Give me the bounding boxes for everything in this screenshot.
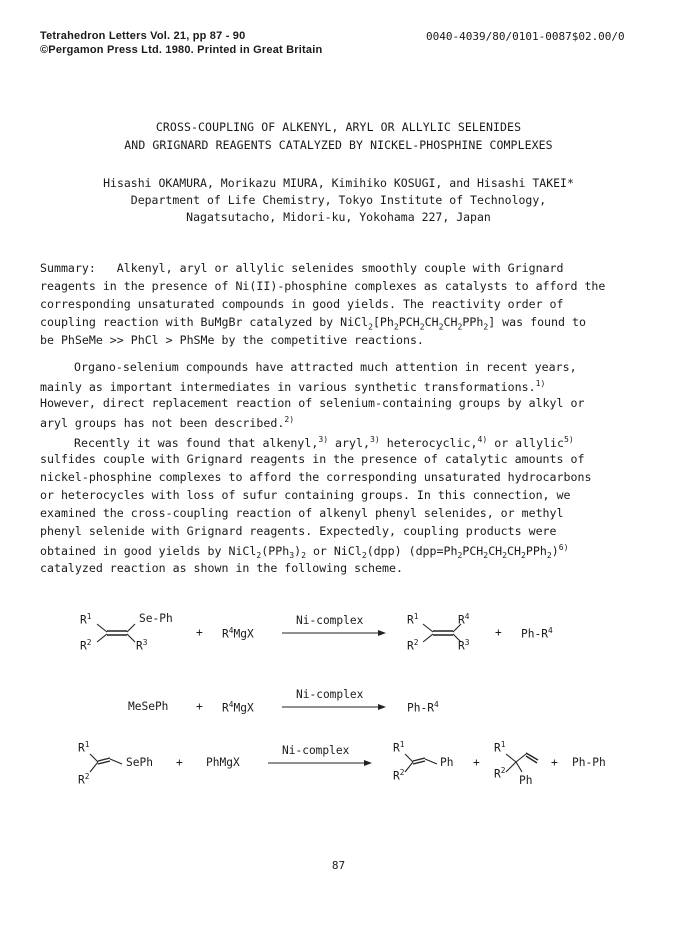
product-r4-label: $R^4$ <box>458 612 470 627</box>
alkene-bond-2 <box>421 618 461 648</box>
para2-line-6: phenyl selenide with Grignard reagents. Expectedly, coupling products were <box>40 524 557 538</box>
affiliation-line-1: Department of Life Chemistry, Tokyo Institute of Technology, <box>130 193 547 207</box>
journal-citation: Tetrahedron Letters Vol. 21, pp 87 - 90 <box>40 30 246 42</box>
para2-line-8: catalyzed reaction as shown in the following scheme. <box>40 561 403 575</box>
phmgx-label: PhMgX <box>206 756 240 769</box>
plus-sign: + <box>176 756 183 769</box>
product-r2-label: $R^2$ <box>407 638 419 653</box>
catalyst-label: Ni-complex <box>296 688 364 701</box>
para1-line-4: aryl groups has not been described.$^{2)}$ <box>40 414 295 430</box>
alkene-bond-1 <box>95 618 135 648</box>
plus-sign: + <box>196 626 203 639</box>
allyl-chain-1 <box>88 750 128 776</box>
para2-line-2: sulfides couple with Grignard reagents in the presence of catalytic amounts of <box>40 452 585 466</box>
prod-a-ph-label: Ph <box>440 756 454 769</box>
para2-line-3: nickel-phosphine complexes to afford the corresponding unsaturated hydrocarbons <box>40 470 592 484</box>
plus-sign: + <box>196 700 203 713</box>
product-r3-label: $R^3$ <box>458 638 470 653</box>
reaction-arrow-3 <box>268 758 372 768</box>
para2-line-4: or heterocycles with loss of sufur containing groups. In this connection, we <box>40 488 571 502</box>
se-ph-label: Se-Ph <box>139 612 173 625</box>
prod-b-r1-label: $R^1$ <box>494 740 506 755</box>
para1-line-1: Organo-selenium compounds have attracted much attention in recent years, <box>74 360 577 374</box>
branched-alkene <box>504 746 546 774</box>
page-number: 87 <box>331 859 346 872</box>
reaction-arrow-2 <box>282 702 386 712</box>
title-line-1: CROSS-COUPLING OF ALKENYL, ARYL OR ALLYLIC SELENIDES <box>155 120 522 134</box>
catalyst-label: Ni-complex <box>296 614 364 627</box>
grignard-r4: $R^4MgX$ <box>222 626 254 641</box>
ph-r4-product: $Ph-R^4$ <box>407 700 439 715</box>
prod-b-r2-label: $R^2$ <box>494 766 506 781</box>
para2-line-1: Recently it was found that alkenyl,$^{3)}$ aryl,$^{3)}$ heterocyclic,$^{4)}$ or allylic$^{5)}$ <box>74 434 574 450</box>
r2-label: $R^2$ <box>80 638 92 653</box>
plus-sign: + <box>473 756 480 769</box>
affiliation-line-2: Nagatsutacho, Midori-ku, Yokohama 227, Japan <box>186 210 491 224</box>
reaction-arrow-1 <box>282 628 386 638</box>
prod-b-ph-label: Ph <box>519 774 533 787</box>
para2-line-7: obtained in good yields by $NiCl_2(PPh_3)_2$ or NiCl$_2$(dpp) $(dpp=Ph_2PCH_2CH_2CH_2PPh_2)^{6)}$ <box>40 542 569 561</box>
seph-label: SePh <box>126 756 153 769</box>
article-code: 0040-4039/80/0101-0087$02.00/0 <box>426 30 625 43</box>
summary-line-5: be PhSeMe >> PhCl > PhSMe by the competitive reactions. <box>40 333 424 347</box>
prod-a-r1-label: $R^1$ <box>393 740 405 755</box>
allyl-r2-label: $R^2$ <box>78 772 90 787</box>
plus-sign: + <box>495 626 502 639</box>
catalyst-label: Ni-complex <box>282 744 350 757</box>
para1-line-2: mainly as important intermediates in various synthetic transformations.$^{1)}$ <box>40 378 546 394</box>
para2-line-5: examined the cross-coupling reaction of alkenyl phenyl selenides, or methyl <box>40 506 564 520</box>
r1-label: $R^1$ <box>80 612 92 627</box>
para1-line-3: However, direct replacement reaction of selenium-containing groups by alkyl or <box>40 396 585 410</box>
summary-line-2: reagents in the presence of Ni(II)-phosphine complexes as catalysts to afford the <box>40 279 606 293</box>
product-r1-label: $R^1$ <box>407 612 419 627</box>
ph-r4-byproduct: $Ph-R^4$ <box>521 626 553 641</box>
author-names: Hisashi OKAMURA, Morikazu MIURA, Kimihiko KOSUGI, and Hisashi TAKEI* <box>103 176 574 190</box>
title-line-2: AND GRIGNARD REAGENTS CATALYZED BY NICKEL-PHOSPHINE COMPLEXES <box>124 138 553 152</box>
grignard-r4: $R^4MgX$ <box>222 700 254 715</box>
summary-line-1: Summary: Alkenyl, aryl or allylic selenides smoothly couple with Grignard <box>40 261 564 275</box>
plus-sign: + <box>551 756 558 769</box>
summary-label: Summary: <box>40 261 96 275</box>
r3-label: $R^3$ <box>136 638 148 653</box>
summary-line-4: coupling reaction with BuMgBr catalyzed by $NiCl_2[Ph_2PCH_2CH_2CH_2PPh_2]$ was found to <box>40 315 586 332</box>
summary-line-3: corresponding unsaturated compounds in good yields. The reactivity order of <box>40 297 564 311</box>
copyright-line: ©Pergamon Press Ltd. 1980. Printed in Great Britain <box>40 44 323 56</box>
biphenyl-label: Ph-Ph <box>572 756 606 769</box>
allyl-r1-label: $R^1$ <box>78 740 90 755</box>
prod-a-r2-label: $R^2$ <box>393 768 405 783</box>
mesephe-label: MeSePh <box>128 700 169 713</box>
allyl-chain-2 <box>403 750 443 776</box>
